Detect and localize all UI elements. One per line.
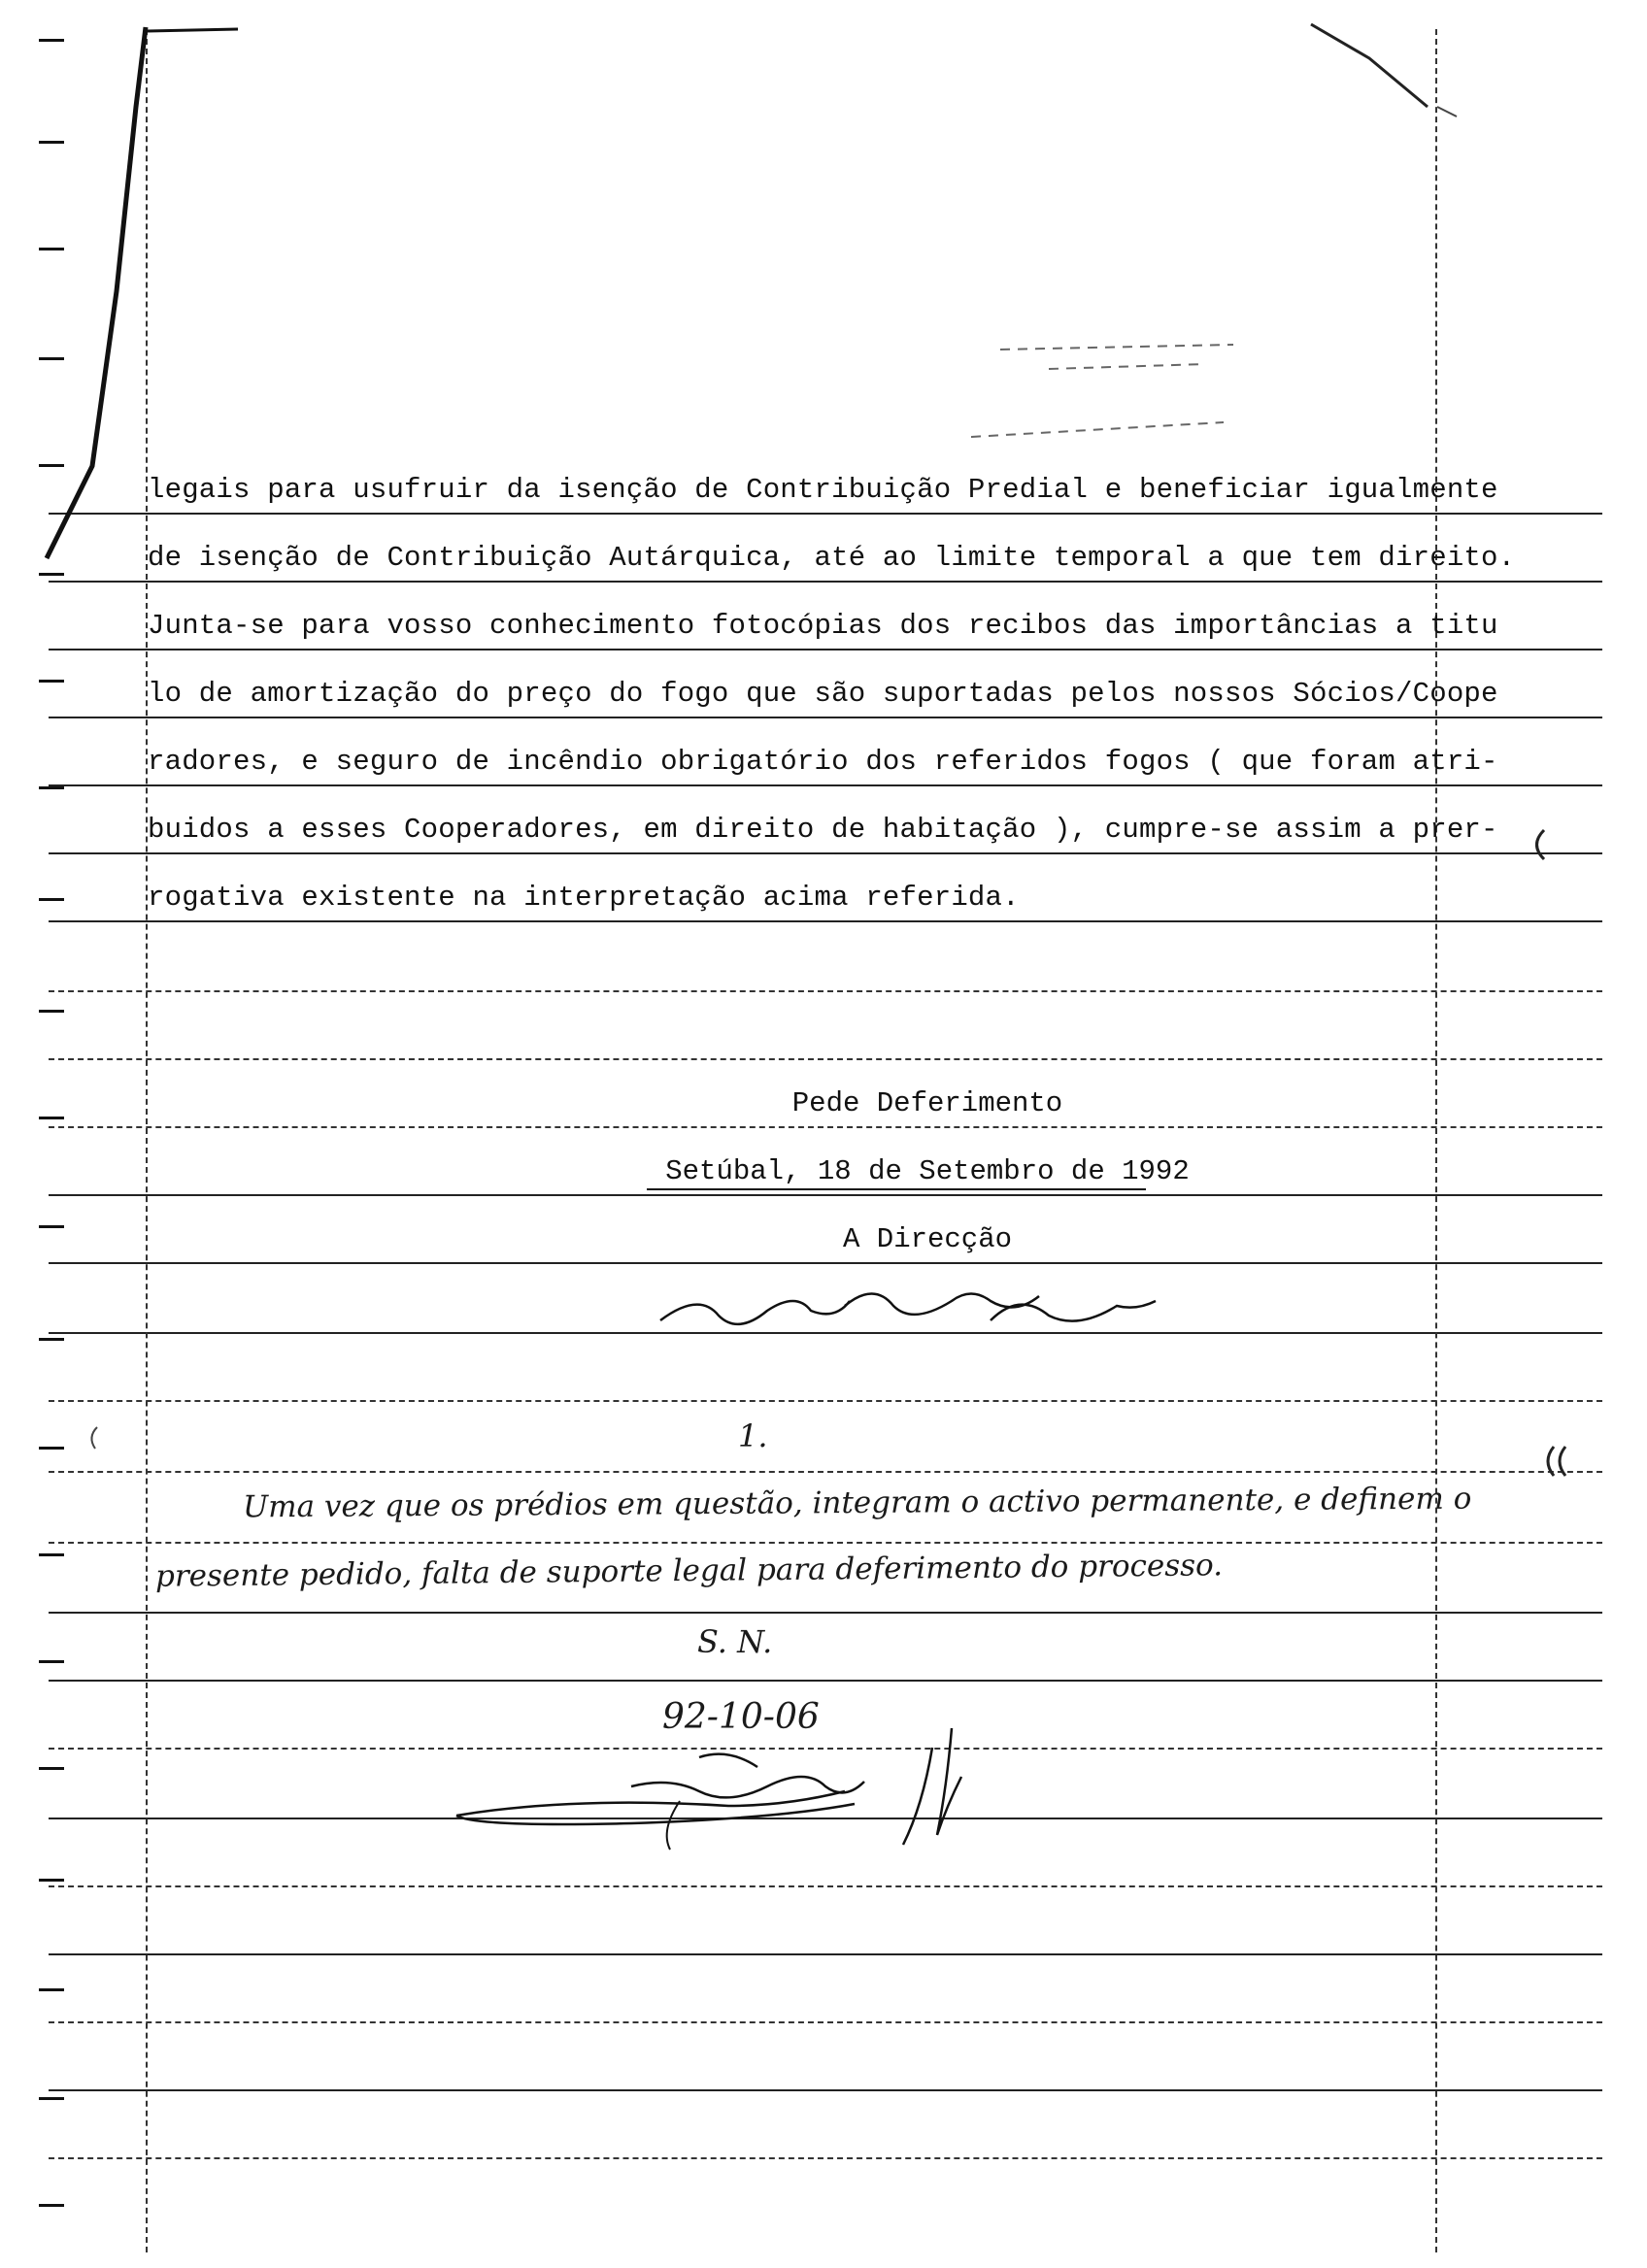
signatory-label: A Direcção bbox=[842, 1223, 1013, 1255]
body-text-line: legais para usufruir da isenção de Contribuição Predial e beneficiar igualmente bbox=[148, 474, 1498, 506]
handwritten-date: 92-10-06 bbox=[662, 1697, 820, 1737]
handwritten-note-line: presente pedido, falta de suporte legal para deferimento do processo. bbox=[154, 1548, 1224, 1594]
body-text-line: radores, e seguro de incêndio obrigatório dos referidos fogos ( que foram atri- bbox=[148, 746, 1498, 778]
handwritten-initials: S. N. bbox=[697, 1623, 773, 1660]
handwritten-note-line: Uma vez que os prédios em questão, integram o activo permanente, e definem o bbox=[242, 1481, 1472, 1525]
body-text-line: rogativa existente na interpretação acima referida. bbox=[148, 882, 1020, 914]
body-text-line: de isenção de Contribuição Autárquica, até ao limite temporal a que tem direito. bbox=[148, 542, 1516, 574]
note-marker: 1. bbox=[738, 1418, 768, 1454]
body-text-line: lo de amortização do preço do fogo que são suportadas pelos nossos Sócios/Coope bbox=[148, 678, 1498, 710]
body-text-line: buidos a esses Cooperadores, em direito de habitação ), cumpre-se assim a prer- bbox=[148, 814, 1498, 846]
place-date: Setúbal, 18 de Setembro de 1992 bbox=[665, 1155, 1190, 1187]
request-text: Pede Deferimento bbox=[791, 1087, 1063, 1119]
body-text-line: Junta-se para vosso conhecimento fotocópias dos recibos das importâncias a titu bbox=[148, 610, 1498, 642]
